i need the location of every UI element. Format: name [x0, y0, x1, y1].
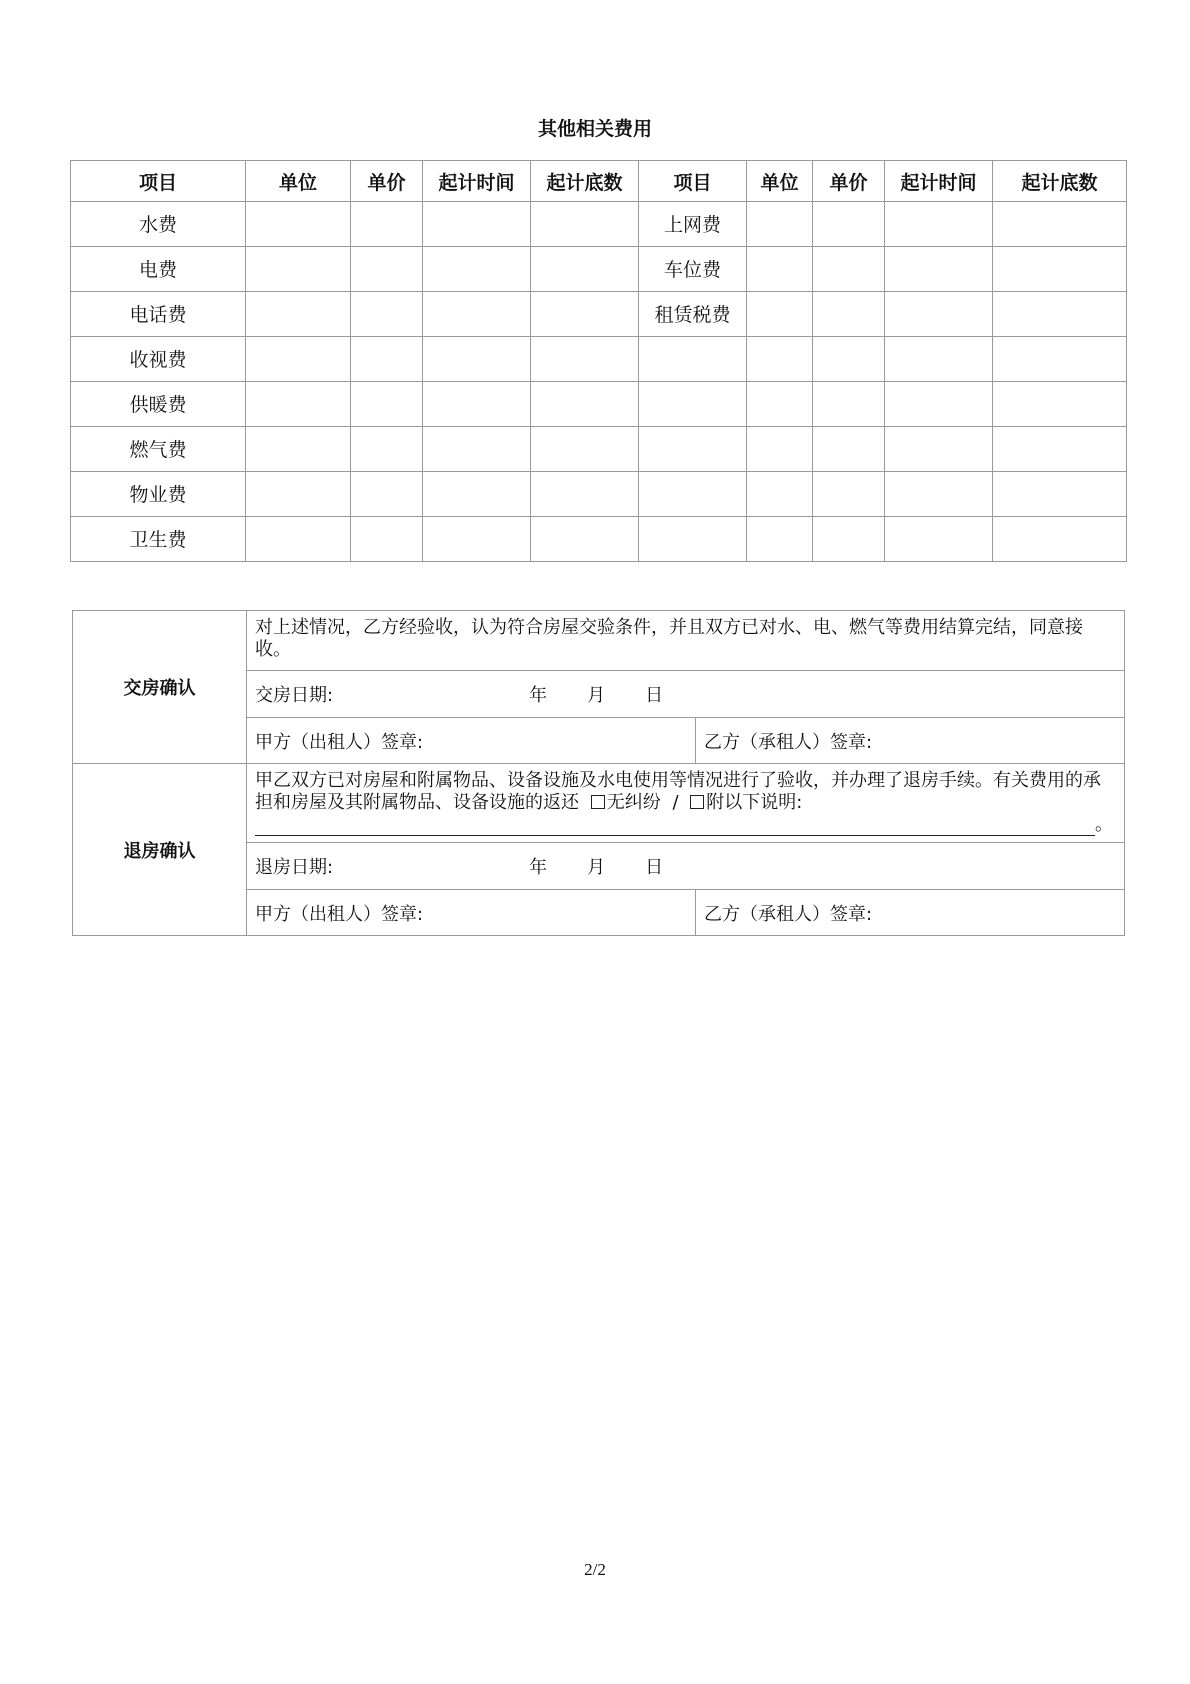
fee-value-cell[interactable] — [246, 247, 351, 292]
fee-value-cell[interactable] — [423, 247, 531, 292]
fee-item-right: 车位费 — [639, 247, 747, 292]
header-cell: 单价 — [813, 161, 885, 202]
fee-value-cell[interactable] — [423, 427, 531, 472]
fee-value-cell[interactable] — [813, 427, 885, 472]
fee-value-cell[interactable] — [351, 247, 423, 292]
fee-value-cell[interactable] — [531, 337, 639, 382]
fee-value-cell[interactable] — [747, 292, 813, 337]
fee-value-cell[interactable] — [813, 472, 885, 517]
fee-value-cell[interactable] — [885, 337, 993, 382]
fee-row — [71, 202, 1127, 247]
handover-date-label: 交房日期: — [255, 685, 334, 706]
fee-row — [71, 382, 1127, 427]
handover-statement: 对上述情况，乙方经验收，认为符合房屋交验条件，并且双方已对水、电、燃气等费用结算完结，同意接收。 — [247, 611, 1125, 671]
fee-value-cell[interactable] — [531, 382, 639, 427]
fee-row — [71, 427, 1127, 472]
fee-value-cell[interactable] — [423, 382, 531, 427]
checkout-statement: 甲乙双方已对房屋和附属物品、设备设施及水电使用等情况进行了验收，并办理了退房手续。有关费用的承担和房屋及其附属物品、设备设施的返还 — [255, 770, 1101, 813]
fee-value-cell[interactable] — [351, 292, 423, 337]
fee-value-cell[interactable] — [885, 427, 993, 472]
fee-row — [71, 292, 1127, 337]
fee-value-cell[interactable] — [351, 517, 423, 562]
fee-row — [71, 517, 1127, 562]
fee-item-left: 电话费 — [71, 292, 246, 337]
page-number: 2/2 — [584, 1560, 606, 1579]
fee-value-cell[interactable] — [246, 517, 351, 562]
fee-value-cell[interactable] — [351, 202, 423, 247]
fee-value-cell[interactable] — [351, 337, 423, 382]
fee-value-cell[interactable] — [813, 247, 885, 292]
checkout-party-a-sign[interactable]: 甲方（出租人）签章: — [247, 890, 696, 936]
header-cell: 单位 — [747, 161, 813, 202]
fee-value-cell[interactable] — [246, 202, 351, 247]
fee-value-cell[interactable] — [531, 202, 639, 247]
fee-value-cell[interactable] — [531, 292, 639, 337]
fee-value-cell[interactable] — [993, 427, 1127, 472]
fee-item-left: 水费 — [71, 202, 246, 247]
fee-value-cell[interactable] — [747, 247, 813, 292]
fee-item-right[interactable] — [639, 337, 747, 382]
note-fill-line[interactable] — [255, 819, 1095, 836]
fee-value-cell[interactable] — [531, 427, 639, 472]
fee-value-cell[interactable] — [747, 427, 813, 472]
fee-value-cell[interactable] — [423, 292, 531, 337]
fee-value-cell[interactable] — [813, 517, 885, 562]
fee-item-left: 卫生费 — [71, 517, 246, 562]
header-cell: 起计时间 — [885, 161, 993, 202]
fee-value-cell[interactable] — [885, 292, 993, 337]
fee-value-cell[interactable] — [531, 472, 639, 517]
checkout-statement-cell — [247, 764, 1125, 843]
fee-item-right[interactable] — [639, 427, 747, 472]
fee-value-cell[interactable] — [885, 472, 993, 517]
day-label: 日 — [645, 857, 664, 878]
header-cell: 起计底数 — [531, 161, 639, 202]
fees-table — [70, 160, 1127, 562]
handover-party-b-sign[interactable]: 乙方（承租人）签章: — [696, 718, 1125, 764]
handover-label: 交房确认 — [73, 611, 247, 764]
fee-item-left: 电费 — [71, 247, 246, 292]
checkout-date-label: 退房日期: — [255, 857, 334, 878]
fee-value-cell[interactable] — [351, 472, 423, 517]
fee-value-cell[interactable] — [813, 337, 885, 382]
fee-value-cell[interactable] — [813, 382, 885, 427]
handover-date-cell[interactable] — [247, 671, 1125, 718]
fee-value-cell[interactable] — [993, 382, 1127, 427]
fee-value-cell[interactable] — [531, 247, 639, 292]
attach-note-checkbox[interactable] — [690, 795, 704, 809]
checkout-date-cell[interactable] — [247, 843, 1125, 890]
fee-value-cell[interactable] — [993, 337, 1127, 382]
fee-value-cell[interactable] — [885, 382, 993, 427]
header-cell: 单位 — [246, 161, 351, 202]
fee-item-left: 收视费 — [71, 337, 246, 382]
fee-row — [71, 472, 1127, 517]
month-label: 月 — [587, 685, 606, 706]
month-label: 月 — [587, 857, 606, 878]
fee-value-cell[interactable] — [993, 202, 1127, 247]
fee-value-cell[interactable] — [747, 337, 813, 382]
fee-value-cell[interactable] — [423, 337, 531, 382]
checkout-label: 退房确认 — [73, 764, 247, 936]
page-title: 其他相关费用 — [537, 118, 652, 140]
year-label: 年 — [529, 857, 548, 878]
fee-item-right[interactable] — [639, 472, 747, 517]
fee-value-cell[interactable] — [993, 292, 1127, 337]
year-label: 年 — [529, 685, 548, 706]
fee-item-right: 租赁税费 — [639, 292, 747, 337]
fee-item-right: 上网费 — [639, 202, 747, 247]
no-dispute-label: 无纠纷 — [606, 792, 661, 813]
fee-value-cell[interactable] — [246, 382, 351, 427]
header-cell: 项目 — [71, 161, 246, 202]
fee-value-cell[interactable] — [813, 202, 885, 247]
no-dispute-checkbox[interactable] — [591, 795, 605, 809]
fee-value-cell[interactable] — [993, 247, 1127, 292]
fee-value-cell[interactable] — [747, 382, 813, 427]
fee-value-cell[interactable] — [246, 337, 351, 382]
fee-value-cell[interactable] — [423, 202, 531, 247]
option-separator: / — [672, 792, 679, 813]
fee-value-cell[interactable] — [423, 517, 531, 562]
header-cell: 起计底数 — [993, 161, 1127, 202]
checkout-party-b-sign[interactable]: 乙方（承租人）签章: — [696, 890, 1125, 936]
fee-value-cell[interactable] — [246, 292, 351, 337]
fee-value-cell[interactable] — [423, 472, 531, 517]
fee-item-right[interactable] — [639, 382, 747, 427]
fee-item-left: 物业费 — [71, 472, 246, 517]
line-end-mark: 。 — [1095, 814, 1113, 835]
fee-value-cell[interactable] — [351, 427, 423, 472]
fees-header-row — [71, 161, 1127, 202]
handover-party-a-sign[interactable]: 甲方（出租人）签章: — [247, 718, 696, 764]
fee-value-cell[interactable] — [885, 247, 993, 292]
checkout-statement-row — [73, 764, 1125, 843]
fee-value-cell[interactable] — [531, 517, 639, 562]
fee-item-right[interactable] — [639, 517, 747, 562]
attach-note-label: 附以下说明: — [706, 792, 803, 813]
fee-item-left: 燃气费 — [71, 427, 246, 472]
fee-value-cell[interactable] — [747, 202, 813, 247]
header-cell: 起计时间 — [423, 161, 531, 202]
fee-value-cell[interactable] — [993, 517, 1127, 562]
fee-row — [71, 247, 1127, 292]
fee-value-cell[interactable] — [351, 382, 423, 427]
fee-value-cell[interactable] — [747, 472, 813, 517]
fee-value-cell[interactable] — [993, 472, 1127, 517]
confirmation-table — [72, 610, 1125, 936]
fee-row — [71, 337, 1127, 382]
fee-value-cell[interactable] — [246, 472, 351, 517]
fee-value-cell[interactable] — [813, 292, 885, 337]
header-cell: 项目 — [639, 161, 747, 202]
fee-value-cell[interactable] — [885, 517, 993, 562]
handover-statement-row — [73, 611, 1125, 671]
day-label: 日 — [645, 685, 664, 706]
fee-value-cell[interactable] — [246, 427, 351, 472]
fee-item-left: 供暖费 — [71, 382, 246, 427]
fee-value-cell[interactable] — [747, 517, 813, 562]
fee-value-cell[interactable] — [885, 202, 993, 247]
header-cell: 单价 — [351, 161, 423, 202]
